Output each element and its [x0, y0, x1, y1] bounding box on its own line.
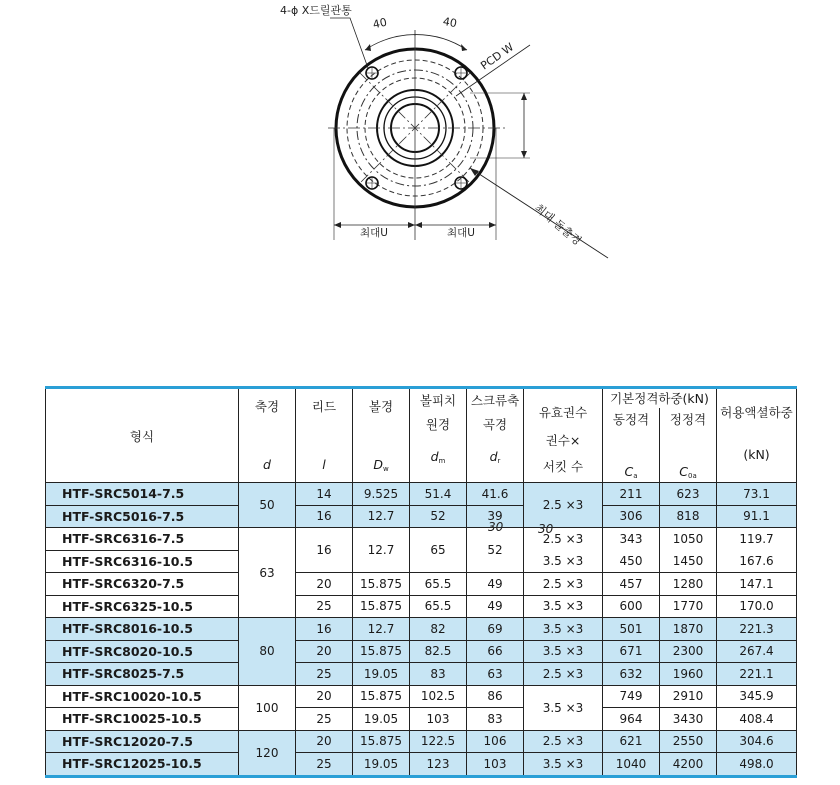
circuits-cell: 3.5 ×3 — [524, 685, 603, 730]
ca-cell: 211 — [603, 483, 660, 506]
lead-cell: 25 — [296, 753, 353, 777]
axial-cell: 221.1 — [717, 663, 797, 686]
c0a-cell: 1280 — [660, 573, 717, 596]
spec-table — [45, 386, 797, 778]
table-row — [46, 505, 797, 528]
shaft-cell: 50 — [239, 483, 296, 528]
table-row — [46, 663, 797, 686]
axial-cell: 408.4 — [717, 708, 797, 731]
table-row — [46, 618, 797, 641]
axial-cell: 73.1 — [717, 483, 797, 506]
flange-drawing — [0, 0, 840, 380]
axial-cell: 267.4 — [717, 640, 797, 663]
hole-note: 4-ϕ X드릴관통 — [280, 4, 352, 17]
ball-cell: 15.875 — [353, 685, 410, 708]
ca-cell: 749 — [603, 685, 660, 708]
table-header — [46, 388, 797, 483]
c0a-cell: 1960 — [660, 663, 717, 686]
axial-cell: 221.3 — [717, 618, 797, 641]
model-cell: HTF-SRC6316-10.5 — [46, 550, 239, 573]
table-row — [46, 528, 797, 551]
root-cell: 103 — [467, 753, 524, 777]
c0a-cell: 2550 — [660, 730, 717, 753]
pitch-cell: 122.5 — [410, 730, 467, 753]
axial-cell: 498.0 — [717, 753, 797, 777]
angle-dim-left: 40 — [371, 15, 389, 32]
root-cell: 69 — [467, 618, 524, 641]
pitch-cell: 82.5 — [410, 640, 467, 663]
root-cell: 49 — [467, 595, 524, 618]
stray-mark-30: 30 — [488, 520, 504, 534]
header-root: 스크류축 곡경 $d_r$ — [467, 388, 524, 483]
c0a-cell: 2300 — [660, 640, 717, 663]
ca-cell: 450 — [603, 550, 660, 573]
ca-cell: 501 — [603, 618, 660, 641]
ca-cell: 632 — [603, 663, 660, 686]
table-row — [46, 730, 797, 753]
circuits-cell: 2.5 ×3 — [524, 483, 603, 528]
root-cell: 83 — [467, 708, 524, 731]
root-cell: 52 — [467, 528, 524, 573]
header-model: 형식 — [46, 388, 239, 483]
model-cell: HTF-SRC6325-10.5 — [46, 595, 239, 618]
axial-cell: 91.1 — [717, 505, 797, 528]
pitch-cell: 103 — [410, 708, 467, 731]
max-u-left: 최대U — [360, 227, 388, 239]
table-row — [46, 685, 797, 708]
pitch-cell: 102.5 — [410, 685, 467, 708]
root-cell: 86 — [467, 685, 524, 708]
ball-cell: 9.525 — [353, 483, 410, 506]
ca-cell: 671 — [603, 640, 660, 663]
shaft-cell: 63 — [239, 528, 296, 618]
header-dynamic-sym: $C_a$ — [603, 437, 660, 483]
c0a-cell: 4200 — [660, 753, 717, 777]
ca-cell: 621 — [603, 730, 660, 753]
model-cell: HTF-SRC5016-7.5 — [46, 505, 239, 528]
header-axial: 허용액셜하중 (kN) — [717, 388, 797, 483]
lead-cell: 20 — [296, 685, 353, 708]
lead-cell: 16 — [296, 618, 353, 641]
shaft-cell: 80 — [239, 618, 296, 686]
header-static-sym: $C_{0a}$ — [660, 437, 717, 483]
pitch-cell: 51.4 — [410, 483, 467, 506]
model-cell: HTF-SRC8025-7.5 — [46, 663, 239, 686]
ball-cell: 19.05 — [353, 663, 410, 686]
header-dynamic: 동정격 — [603, 408, 660, 437]
ball-cell: 19.05 — [353, 708, 410, 731]
pitch-cell: 52 — [410, 505, 467, 528]
model-cell: HTF-SRC5014-7.5 — [46, 483, 239, 506]
table-row — [46, 640, 797, 663]
header-circuits: 유효권수 권수× 서킷 수 — [524, 388, 603, 483]
c0a-cell: 3430 — [660, 708, 717, 731]
pitch-cell: 65.5 — [410, 573, 467, 596]
hole-note-leader — [330, 18, 368, 68]
ball-cell: 15.875 — [353, 595, 410, 618]
circuits-cell: 2.5 ×3 — [524, 730, 603, 753]
ball-cell: 15.875 — [353, 640, 410, 663]
model-cell: HTF-SRC6316-7.5 — [46, 528, 239, 551]
angle-dim-right: 40 — [441, 14, 458, 31]
ca-cell: 457 — [603, 573, 660, 596]
axial-cell: 147.1 — [717, 573, 797, 596]
circuits-cell: 3.5 ×3 — [524, 618, 603, 641]
pcd-label: PCD W — [478, 40, 517, 73]
root-cell: 49 — [467, 573, 524, 596]
header-pitch: 볼피치 원경 $d_m$ — [410, 388, 467, 483]
ball-cell: 15.875 — [353, 573, 410, 596]
header-shaft-dia: 축경 d — [239, 388, 296, 483]
root-cell: 39 — [467, 505, 524, 528]
model-cell: HTF-SRC12025-10.5 — [46, 753, 239, 777]
lead-cell: 20 — [296, 640, 353, 663]
circuits-cell: 2.5 ×3 — [524, 528, 603, 551]
lead-cell: 25 — [296, 595, 353, 618]
header-lead: 리드 l — [296, 388, 353, 483]
lead-cell: 20 — [296, 573, 353, 596]
table-row — [46, 595, 797, 618]
table-row — [46, 573, 797, 596]
ca-cell: 1040 — [603, 753, 660, 777]
table-row — [46, 753, 797, 777]
c0a-cell: 818 — [660, 505, 717, 528]
c0a-cell: 1770 — [660, 595, 717, 618]
ca-cell: 343 — [603, 528, 660, 551]
ca-cell: 964 — [603, 708, 660, 731]
circuits-cell: 2.5 ×3 — [524, 663, 603, 686]
root-cell: 41.6 — [467, 483, 524, 506]
c0a-cell: 1450 — [660, 550, 717, 573]
ball-cell: 12.7 — [353, 618, 410, 641]
axial-cell: 167.6 — [717, 550, 797, 573]
ball-cell: 15.875 — [353, 730, 410, 753]
axial-cell: 119.7 — [717, 528, 797, 551]
lead-cell: 16 — [296, 528, 353, 573]
shaft-cell: 120 — [239, 730, 296, 776]
c0a-cell: 1870 — [660, 618, 717, 641]
header-static: 정정격 — [660, 408, 717, 437]
model-cell: HTF-SRC8020-10.5 — [46, 640, 239, 663]
ball-cell: 12.7 — [353, 528, 410, 573]
ca-cell: 306 — [603, 505, 660, 528]
lead-cell: 25 — [296, 708, 353, 731]
circuits-cell: 3.5 ×3 — [524, 550, 603, 573]
max-protrusion-label: 최대 돌출경 — [532, 201, 584, 248]
pitch-cell: 65 — [410, 528, 467, 573]
model-cell: HTF-SRC12020-7.5 — [46, 730, 239, 753]
pitch-cell: 123 — [410, 753, 467, 777]
table-row — [46, 483, 797, 506]
circuits-cell: 3.5 ×3 — [524, 595, 603, 618]
lead-cell: 16 — [296, 505, 353, 528]
ball-cell: 12.7 — [353, 505, 410, 528]
lead-cell: 20 — [296, 730, 353, 753]
header-ball: 볼경 $D_w$ — [353, 388, 410, 483]
root-cell: 66 — [467, 640, 524, 663]
c0a-cell: 2910 — [660, 685, 717, 708]
axial-cell: 304.6 — [717, 730, 797, 753]
max-u-right: 최대U — [447, 227, 475, 239]
lead-cell: 14 — [296, 483, 353, 506]
c0a-cell: 1050 — [660, 528, 717, 551]
pitch-cell: 65.5 — [410, 595, 467, 618]
c0a-cell: 623 — [660, 483, 717, 506]
table-body — [46, 483, 797, 777]
axial-cell: 345.9 — [717, 685, 797, 708]
model-cell: HTF-SRC6320-7.5 — [46, 573, 239, 596]
shaft-cell: 100 — [239, 685, 296, 730]
circuits-cell: 3.5 ×3 — [524, 640, 603, 663]
table-row — [46, 708, 797, 731]
ball-cell: 19.05 — [353, 753, 410, 777]
ca-cell: 600 — [603, 595, 660, 618]
model-cell: HTF-SRC10020-10.5 — [46, 685, 239, 708]
circuits-cell: 2.5 ×3 — [524, 573, 603, 596]
pitch-cell: 83 — [410, 663, 467, 686]
lead-cell: 25 — [296, 663, 353, 686]
model-cell: HTF-SRC10025-10.5 — [46, 708, 239, 731]
root-cell: 63 — [467, 663, 524, 686]
root-cell: 106 — [467, 730, 524, 753]
pitch-cell: 82 — [410, 618, 467, 641]
circuits-cell: 3.5 ×3 — [524, 753, 603, 777]
axial-cell: 170.0 — [717, 595, 797, 618]
header-load-group: 기본정격하중(kN) — [603, 388, 717, 408]
stray-mark-30: 30 — [538, 522, 554, 536]
model-cell: HTF-SRC8016-10.5 — [46, 618, 239, 641]
